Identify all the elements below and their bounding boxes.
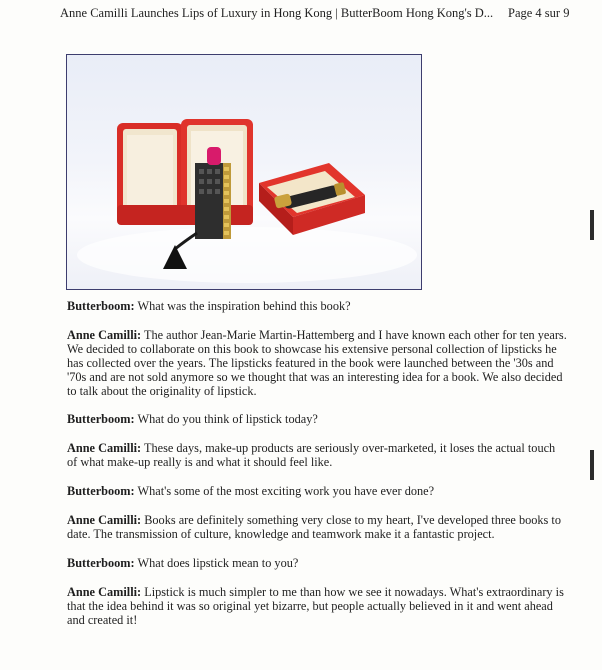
scan-edge-mark: [590, 210, 594, 240]
page-number: Page 4 sur 9: [508, 6, 570, 20]
speaker-name: Butterboom:: [67, 484, 135, 499]
paragraph-text: Books are definitely something very close to my heart, I've developed three books to date. The transmission of culture, knowledge and teamwork make it a fantastic project.: [67, 513, 561, 541]
answer-paragraph: [67, 586, 567, 628]
speaker-name: Anne Camilli:: [67, 513, 142, 528]
answer-paragraph: [67, 329, 567, 399]
paragraph-text: What was the inspiration behind this book?: [134, 299, 351, 313]
paragraph-text: What's some of the most exciting work you have ever done?: [134, 484, 435, 499]
lipstick-photo: [66, 54, 422, 290]
answer-paragraph: [67, 514, 567, 542]
paragraph-text: What do you think of lipstick today?: [134, 412, 318, 427]
speaker-name: Anne Camilli:: [67, 327, 142, 342]
question-paragraph: [67, 485, 567, 499]
speaker-name: Anne Camilli:: [67, 584, 142, 599]
question-paragraph: [67, 300, 567, 314]
paragraph-text: What does lipstick mean to you?: [134, 555, 299, 570]
page-title: Anne Camilli Launches Lips of Luxury in Hong Kong | ButterBoom Hong Kong's D...: [60, 6, 494, 20]
scan-edge-mark: [590, 450, 594, 480]
answer-paragraph: [67, 442, 567, 470]
question-paragraph: [67, 557, 567, 571]
speaker-name: Anne Camilli:: [67, 441, 142, 456]
paragraph-text: These days, make-up products are seriously over-marketed, it loses the actual touch of what make-up really is and what it should feel like.: [67, 441, 556, 470]
page-header: [0, 6, 602, 26]
speaker-name: Butterboom:: [67, 555, 135, 570]
lipstick-cases-illustration: [67, 55, 422, 290]
right-box: [259, 163, 365, 235]
paragraph-text: Lipstick is much simpler to me than how we see it nowadays. What's extraordinary is that the idea behind it was so original yet bizarre, but people actually believed in it and went ahead and created it!: [67, 584, 564, 627]
speaker-name: Butterboom:: [67, 299, 135, 313]
left-box: [117, 119, 253, 225]
interview-article: [67, 300, 567, 643]
question-paragraph: [67, 413, 567, 427]
speaker-name: Butterboom:: [67, 412, 135, 427]
paragraph-text: The author Jean-Marie Martin-Hattemberg and I have known each other for ten years. We decided to collaborate on this book to showcase his extensive personal collection of lipsticks he has collected over the years. The lipsticks featured in the book were launched between the '30s and '70s and are not sold anymore so we thought that was an interesting idea for a book. We also decided to talk about the originality of lipstick.: [67, 327, 567, 398]
